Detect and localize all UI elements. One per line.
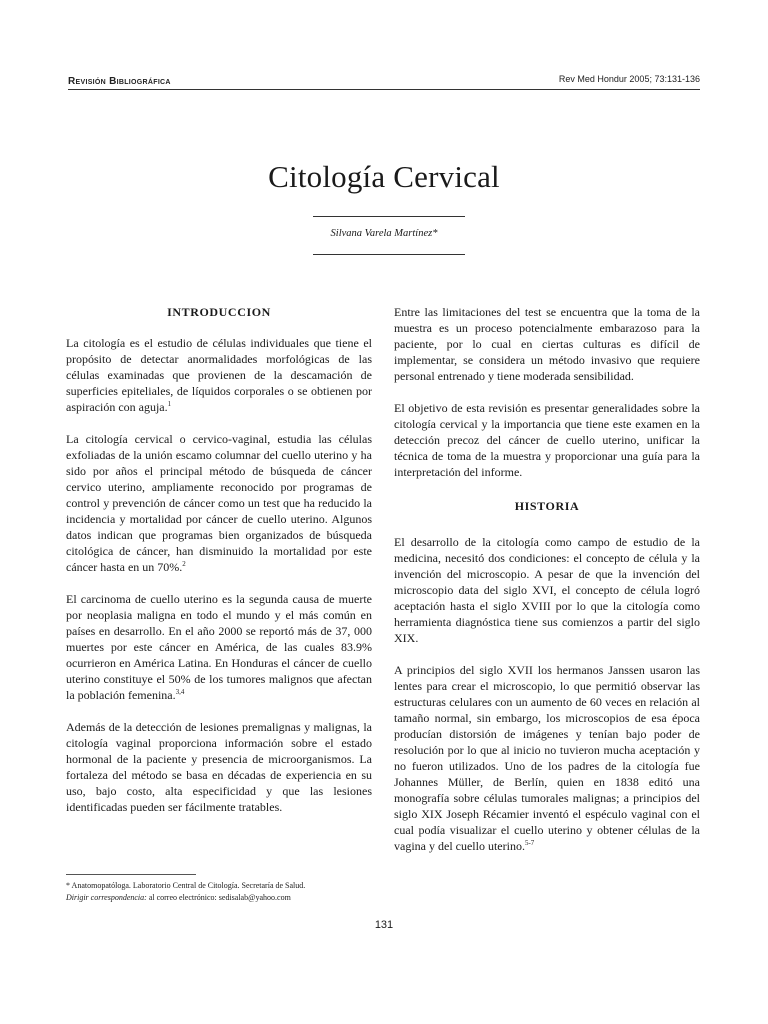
- article-title: Citología Cervical: [268, 158, 500, 194]
- paragraph-text: A principios del siglo XVII los hermanos Janssen usaron las lentes para crear el microscopio, lo que permitió observar las estructuras celulares con un aumento de 60 veces en relación al tamaño normal, sin embargo, los microscopios de esa época producían distorsión de imágenes y tenían bajo poder de resolución por lo que al inicio no tuvieron mucha aceptación y no fueron utilizados. Uno de los padres de la citología fue Johannes Müller, de Berlín, quien en 1838 editó una monografía sobre células tumorales malignas; a principios del siglo XIX Joseph Récamier inventó el espéculo vaginal con el cual podía visualizar el cuello uterino y obtener células de la vagina y del cuello uterino.: [394, 663, 700, 853]
- footnote-correspondence: [66, 892, 386, 904]
- left-column: [66, 304, 372, 831]
- paragraph: [66, 719, 372, 815]
- paragraph-text: El objetivo de esta revisión es presentar generalidades sobre la citología cervical y la importancia que tiene este examen en la detección precoz del cáncer de cuello uterino, unificar la técnica de toma de la muestra y proporcionar una guía para la interpretación del informe.: [394, 401, 700, 479]
- paragraph-text: La citología cervical o cervico-vaginal, estudia las células exfoliadas de la unión escamo columnar del cuello uterino y ha sido por años el principal método de búsqueda de cáncer cervico uterino, ampliamente reconocido por programas de control y prevención de cáncer como un test que ha reducido la incidencia y mortalidad por cáncer de cuello uterino. Algunos datos indican que programas bien organizados de búsqueda citológica de cáncer, han disminuido la mortalidad por este cáncer hasta en un 70%.: [66, 432, 372, 574]
- paragraph: [394, 534, 700, 646]
- running-header: [68, 74, 700, 90]
- page-number: 131: [374, 919, 394, 931]
- footnote: [66, 880, 386, 904]
- footnote-affiliation: * Anatomopatóloga. Laboratorio Central de Citología. Secretaría de Salud.: [66, 881, 306, 890]
- author-rule-bottom: [313, 254, 465, 255]
- author-rule-top: [313, 216, 465, 217]
- paragraph-text: Además de la detección de lesiones premalignas y malignas, la citología vaginal proporciona información sobre el estado hormonal de la paciente y presencia de microorganismos. La fortaleza del método se basa en décadas de experiencia en su uso, bajo costo, alta especificidad y que las lesiones identificadas pueden ser fácilmente tratables.: [66, 720, 372, 814]
- citation-ref: 2: [182, 560, 186, 568]
- article-author: Silvana Varela Martínez*: [330, 228, 438, 239]
- paragraph-text: La citología es el estudio de células individuales que tiene el propósito de detectar anormalidades morfológicas de las células examinadas que provienen de la descamación de superficies epiteliales, de líquidos corporales o se obtienen por aspiración con aguja.: [66, 336, 372, 414]
- citation-ref: 1: [167, 400, 172, 408]
- right-column: [394, 304, 700, 870]
- section-heading-introduccion: INTRODUCCION: [167, 305, 271, 319]
- citation-ref: 3,4: [175, 688, 185, 696]
- paragraph: [66, 591, 372, 703]
- journal-citation: Rev Med Hondur 2005; 73:131-136: [558, 74, 700, 84]
- paragraph: [394, 400, 700, 480]
- citation-ref: 5-7: [524, 839, 535, 847]
- correspondence-lead: Dirigir correspondencia:: [66, 893, 147, 902]
- paragraph-text: El desarrollo de la citología como campo de estudio de la medicina, necesitó dos condiciones: el concepto de célula y la invención del microscopio. A pesar de que la invención del microscopio data del siglo XVI, el concepto de célula logró aceptación hasta el siglo XVIII por lo que la citología como herramienta diagnóstica tiene sus comienzos a partir del siglo XIX.: [394, 535, 700, 645]
- paragraph: [394, 662, 700, 854]
- section-label: Revisión Bibliográfica: [68, 76, 171, 87]
- correspondence-text: al correo electrónico: sedisalab@yahoo.com: [146, 893, 291, 902]
- paragraph: [66, 335, 372, 415]
- paragraph: [66, 431, 372, 575]
- footnote-rule: [66, 874, 196, 875]
- paragraph-text: Entre las limitaciones del test se encuentra que la toma de la muestra es un proceso potencialmente embarazoso para la paciente, por lo cual en ciertas culturas es difícil de implementar, se considera un método invasivo que requiere personal entrenado y tiene moderada sensibilidad.: [394, 305, 700, 383]
- paragraph-text: El carcinoma de cuello uterino es la segunda causa de muerte por neoplasia maligna en todo el mundo y el más común en países en desarrollo. En el año 2000 se reportó más de 37, 000 muertes por este cáncer en América, de las cuales 83.9% ocurrieron en América Latina. En Honduras el cáncer de cuello uterino constituye el 50% de los tumores malignos que afectan la población femenina.: [66, 592, 372, 702]
- section-heading-historia: HISTORIA: [514, 499, 580, 513]
- paragraph: [394, 304, 700, 384]
- header-rule: [68, 89, 700, 90]
